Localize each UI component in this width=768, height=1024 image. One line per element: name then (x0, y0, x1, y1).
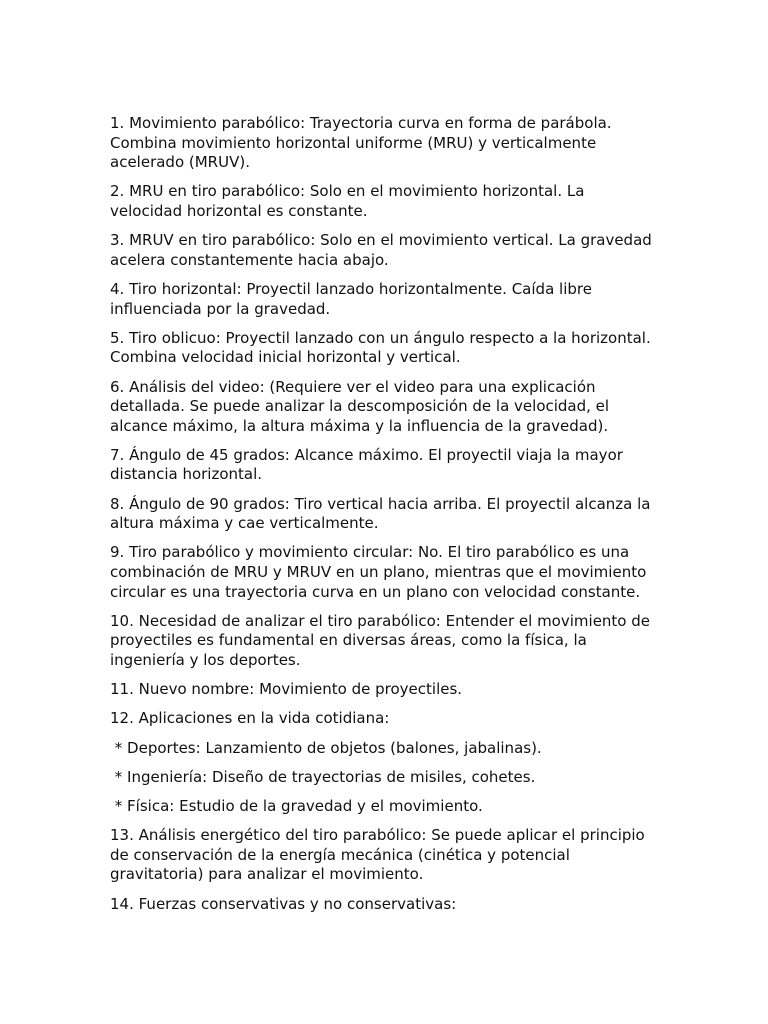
paragraph-4: 4. Tiro horizontal: Proyectil lanzado horizontalmente. Caída libre influenciada por la gravedad. (110, 279, 597, 318)
document-body (110, 114, 660, 924)
paragraph-10: 10. Necesidad de analizar el tiro parabólico: Entender el movimiento de proyectiles es fundamental en diversas áreas, como la física, la ingeniería y los deportes. (110, 611, 655, 669)
paragraph-12: 12. Aplicaciones en la vida cotidiana: (110, 709, 390, 728)
bullet-ingenieria: * Ingeniería: Diseño de trayectorias de misiles, cohetes. (110, 767, 536, 786)
paragraph-14: 14. Fuerzas conservativas y no conservativas: (110, 894, 457, 913)
paragraph-2: 2. MRU en tiro parabólico: Solo en el movimiento horizontal. La velocidad horizontal es constante. (110, 182, 590, 220)
paragraph-8: 8. Ángulo de 90 grados: Tiro vertical hacia arriba. El proyectil alcanza la altura máxima y cae verticalmente. (110, 494, 656, 533)
paragraph-13: 13. Análisis energético del tiro parabólico: Se puede aplicar el principio de conservación de la energía mecánica (cinética y potencial gravitatoria) para analizar el movimiento. (110, 826, 650, 884)
paragraph-6: 6. Análisis del video: (Requiere ver el video para una explicación detallada. Se puede analizar la descomposición de la velocidad, el alcance máximo, la altura máxima y la influencia de la gravedad). (110, 377, 614, 435)
paragraph-3: 3. MRUV en tiro parabólico: Solo en el movimiento vertical. La gravedad acelera constantemente hacia abajo. (110, 231, 657, 269)
paragraph-1: 1. Movimiento parabólico: Trayectoria curva en forma de parábola. Combina movimiento horizontal uniforme (MRU) y verticalmente acelerado (MRUV). (110, 114, 617, 172)
bullet-deportes: * Deportes: Lanzamiento de objetos (balones, jabalinas). (110, 738, 542, 757)
paragraph-5: 5. Tiro oblicuo: Proyectil lanzado con un ángulo respecto a la horizontal. Combina velocidad inicial horizontal y vertical. (110, 328, 656, 367)
paragraph-9: 9. Tiro parabólico y movimiento circular: No. El tiro parabólico es una combinación de MRU y MRUV en un plano, mientras que el movimiento circular es una trayectoria curva en un plano con velocidad constante. (110, 543, 652, 601)
bullet-fisica: * Física: Estudio de la gravedad y el movimiento. (110, 796, 483, 815)
paragraph-11: 11. Nuevo nombre: Movimiento de proyectiles. (110, 680, 463, 699)
paragraph-7: 7. Ángulo de 45 grados: Alcance máximo. El proyectil viaja la mayor distancia horizontal. (110, 445, 628, 484)
